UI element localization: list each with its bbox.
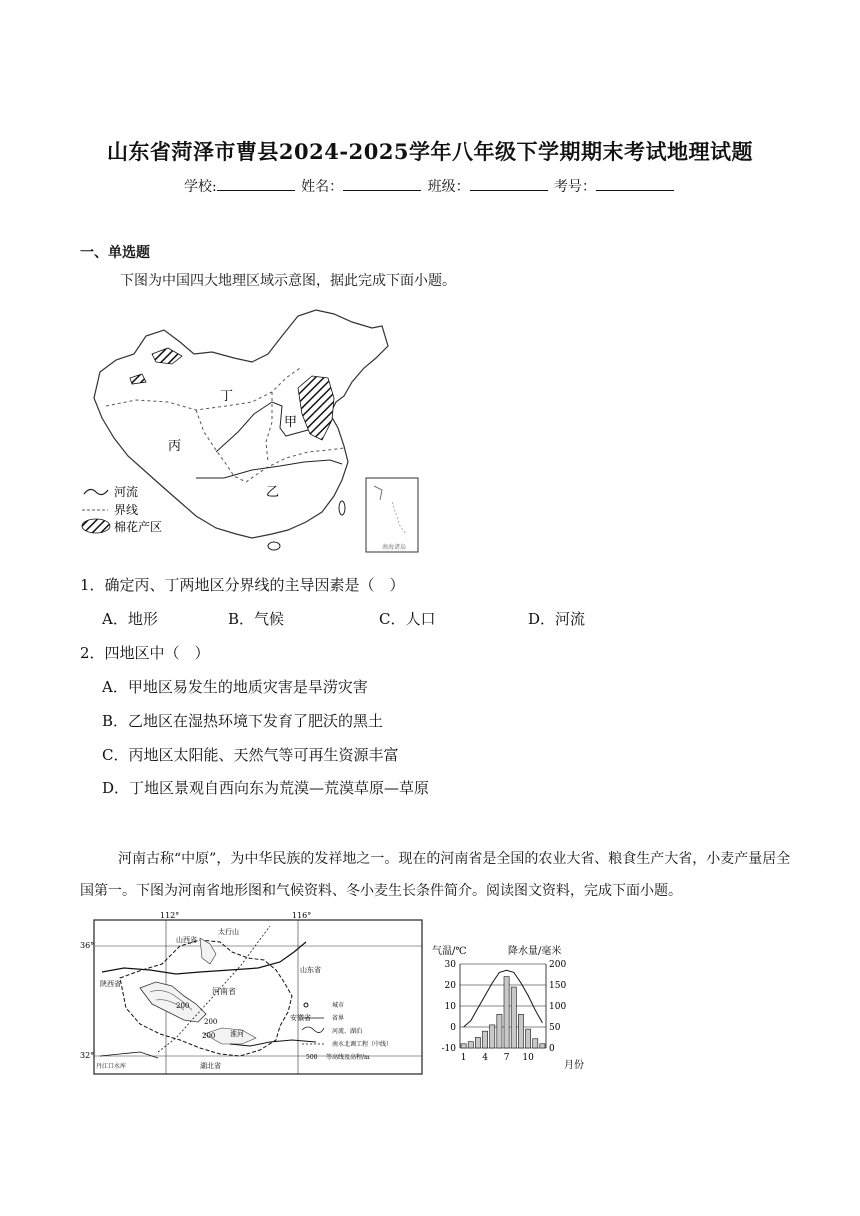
question-2-option-d[interactable]: D．丁地区景观自西向东为荒漠—荒漠草原—草原: [102, 779, 430, 797]
hainan-island: [268, 542, 280, 550]
legend-river-symbol: [84, 489, 108, 494]
school-label: 学校:: [183, 179, 217, 195]
name-blank[interactable]: [343, 176, 421, 191]
taiwan-island: [339, 501, 345, 515]
precip-tick-label: 0: [549, 1044, 555, 1054]
section-heading: 一、单选题: [80, 245, 150, 261]
climate-chart: [428, 940, 588, 1070]
region-label-jia: 甲: [284, 415, 298, 430]
legend-cotton-symbol: [82, 519, 110, 533]
label-hubei: 湖北省: [200, 1062, 221, 1070]
chart-right-axis-label: 降水量/毫米: [508, 946, 562, 957]
class-label: 班级：: [427, 179, 470, 195]
lon-label-112: 112°: [160, 912, 180, 920]
question-1-stem: 1．确定丙、丁两地区分界线的主导因素是（ ）: [80, 576, 405, 594]
region-label-yi: 乙: [266, 485, 280, 500]
precip-tick-label: 100: [549, 1002, 567, 1012]
precip-tick-label: 200: [549, 960, 567, 970]
precip-bar: [526, 1029, 531, 1048]
month-tick-label: 1: [460, 1053, 467, 1063]
boundary-north-northwest: [106, 368, 300, 410]
chart-left-axis-label: 气温/℃: [432, 946, 467, 957]
boundary-qinghai-tibet: [196, 410, 246, 482]
precip-bar: [533, 1039, 538, 1048]
precip-bar: [511, 987, 516, 1048]
student-info-line: [0, 176, 860, 196]
region-label-bing: 丙: [168, 439, 182, 454]
question-2-option-b[interactable]: B．乙地区在湿热环境下发育了肥沃的黑土: [102, 712, 384, 730]
label-henan: 河南省: [212, 987, 236, 996]
china-regions-map: [76, 302, 422, 558]
label-taihang: 太行山: [218, 928, 239, 936]
legend-river-label: 河流: [114, 485, 139, 499]
precip-bar: [461, 1044, 466, 1048]
temperature-line: [464, 970, 543, 1027]
precip-tick-label: 50: [549, 1023, 561, 1033]
temp-tick-label: 30: [444, 960, 456, 970]
boundary-qinling: [246, 448, 344, 482]
school-blank[interactable]: [217, 176, 295, 191]
question-1-option-a[interactable]: A．地形: [102, 610, 158, 628]
number-blank[interactable]: [596, 176, 674, 191]
name-label: 姓名：: [301, 179, 344, 195]
page-title: 山东省菏泽市曹县2024-2025学年八年级下学期期末考试地理试题: [106, 139, 754, 164]
month-tick-label: 10: [522, 1053, 534, 1063]
class-blank[interactable]: [470, 176, 548, 191]
legend-city: 城市: [332, 1002, 345, 1009]
legend-contour-value: 500: [306, 1054, 318, 1061]
cotton-area-xinjiang-2: [130, 374, 146, 384]
precip-bar: [468, 1042, 473, 1048]
precip-bar: [490, 1025, 495, 1048]
lon-label-116: 116°: [292, 912, 312, 920]
question-1-option-d[interactable]: D．河流: [528, 610, 586, 628]
precip-bar: [483, 1031, 488, 1048]
number-label: 考号：: [554, 179, 597, 195]
question-2-option-a[interactable]: A．甲地区易发生的地质灾害是旱涝灾害: [102, 678, 368, 696]
month-tick-label: 7: [503, 1053, 510, 1063]
yangtze-river: [196, 460, 342, 478]
precip-bar: [504, 977, 509, 1048]
label-danjiang: 丹江口水库: [96, 1063, 127, 1070]
legend-river: 河流、湖泊: [332, 1028, 363, 1035]
lat-label-32: 32°: [80, 1051, 95, 1060]
question-2-option-c[interactable]: C．丙地区太阳能、天然气等可再生资源丰富: [102, 746, 399, 764]
temp-tick-label: 10: [444, 1002, 456, 1012]
legend-canal: 南水北调工程（中线）: [332, 1041, 393, 1048]
lat-label-36: 36°: [80, 941, 95, 950]
label-shanxi: 山西省: [176, 936, 197, 944]
precip-bar: [540, 1044, 545, 1048]
label-huaihe: 淮河: [230, 1030, 244, 1038]
precip-bar: [518, 1014, 523, 1048]
month-tick-label: 4: [482, 1053, 488, 1063]
henan-passage: 河南古称“中原”，为中华民族的发祥地之一。现在的河南省是全国的农业大省、粮食生产大省，小麦产量居全国第一。下图为河南省地形图和气候资料、冬小麦生长条件简介。阅读图文资料，完成下面小题。: [80, 851, 791, 899]
precip-bar: [475, 1038, 480, 1049]
henan-terrain-map: [80, 912, 426, 1076]
label-shaanxi: 陕西省: [100, 980, 121, 988]
contour-200-a: 200: [176, 1002, 190, 1010]
question-2-stem: 2．四地区中（ ）: [80, 644, 210, 662]
contour-200-c: 200: [202, 1032, 216, 1040]
precip-tick-label: 150: [549, 981, 567, 991]
inset-label: 南海诸岛: [381, 544, 407, 551]
label-anhui: 安徽省: [290, 1014, 311, 1022]
temp-tick-label: 20: [444, 981, 456, 991]
question-1-option-b[interactable]: B．气候: [228, 610, 285, 628]
temp-tick-label: -10: [441, 1044, 456, 1054]
intro-text: 下图为中国四大地理区域示意图，据此完成下面小题。: [120, 273, 456, 289]
contour-200-b: 200: [204, 1018, 218, 1026]
legend-cotton-label: 棉花产区: [114, 520, 163, 534]
legend-boundary-label: 界线: [114, 503, 139, 517]
cotton-area-xinjiang: [152, 348, 182, 364]
cotton-area-north-china: [298, 376, 334, 440]
legend-contour: 等高线及高程/m: [326, 1054, 370, 1061]
legend-boundary: 省界: [332, 1015, 345, 1022]
chart-x-label: 月份: [564, 1060, 584, 1070]
question-1-option-c[interactable]: C．人口: [379, 610, 436, 628]
china-outline: [94, 310, 388, 538]
temp-tick-label: 0: [450, 1023, 456, 1033]
label-shandong: 山东省: [300, 966, 321, 974]
precip-bar: [497, 1014, 502, 1048]
region-label-ding: 丁: [220, 389, 234, 404]
chart-plot-area: [442, 960, 567, 1063]
south-sea-inset: [366, 478, 418, 552]
